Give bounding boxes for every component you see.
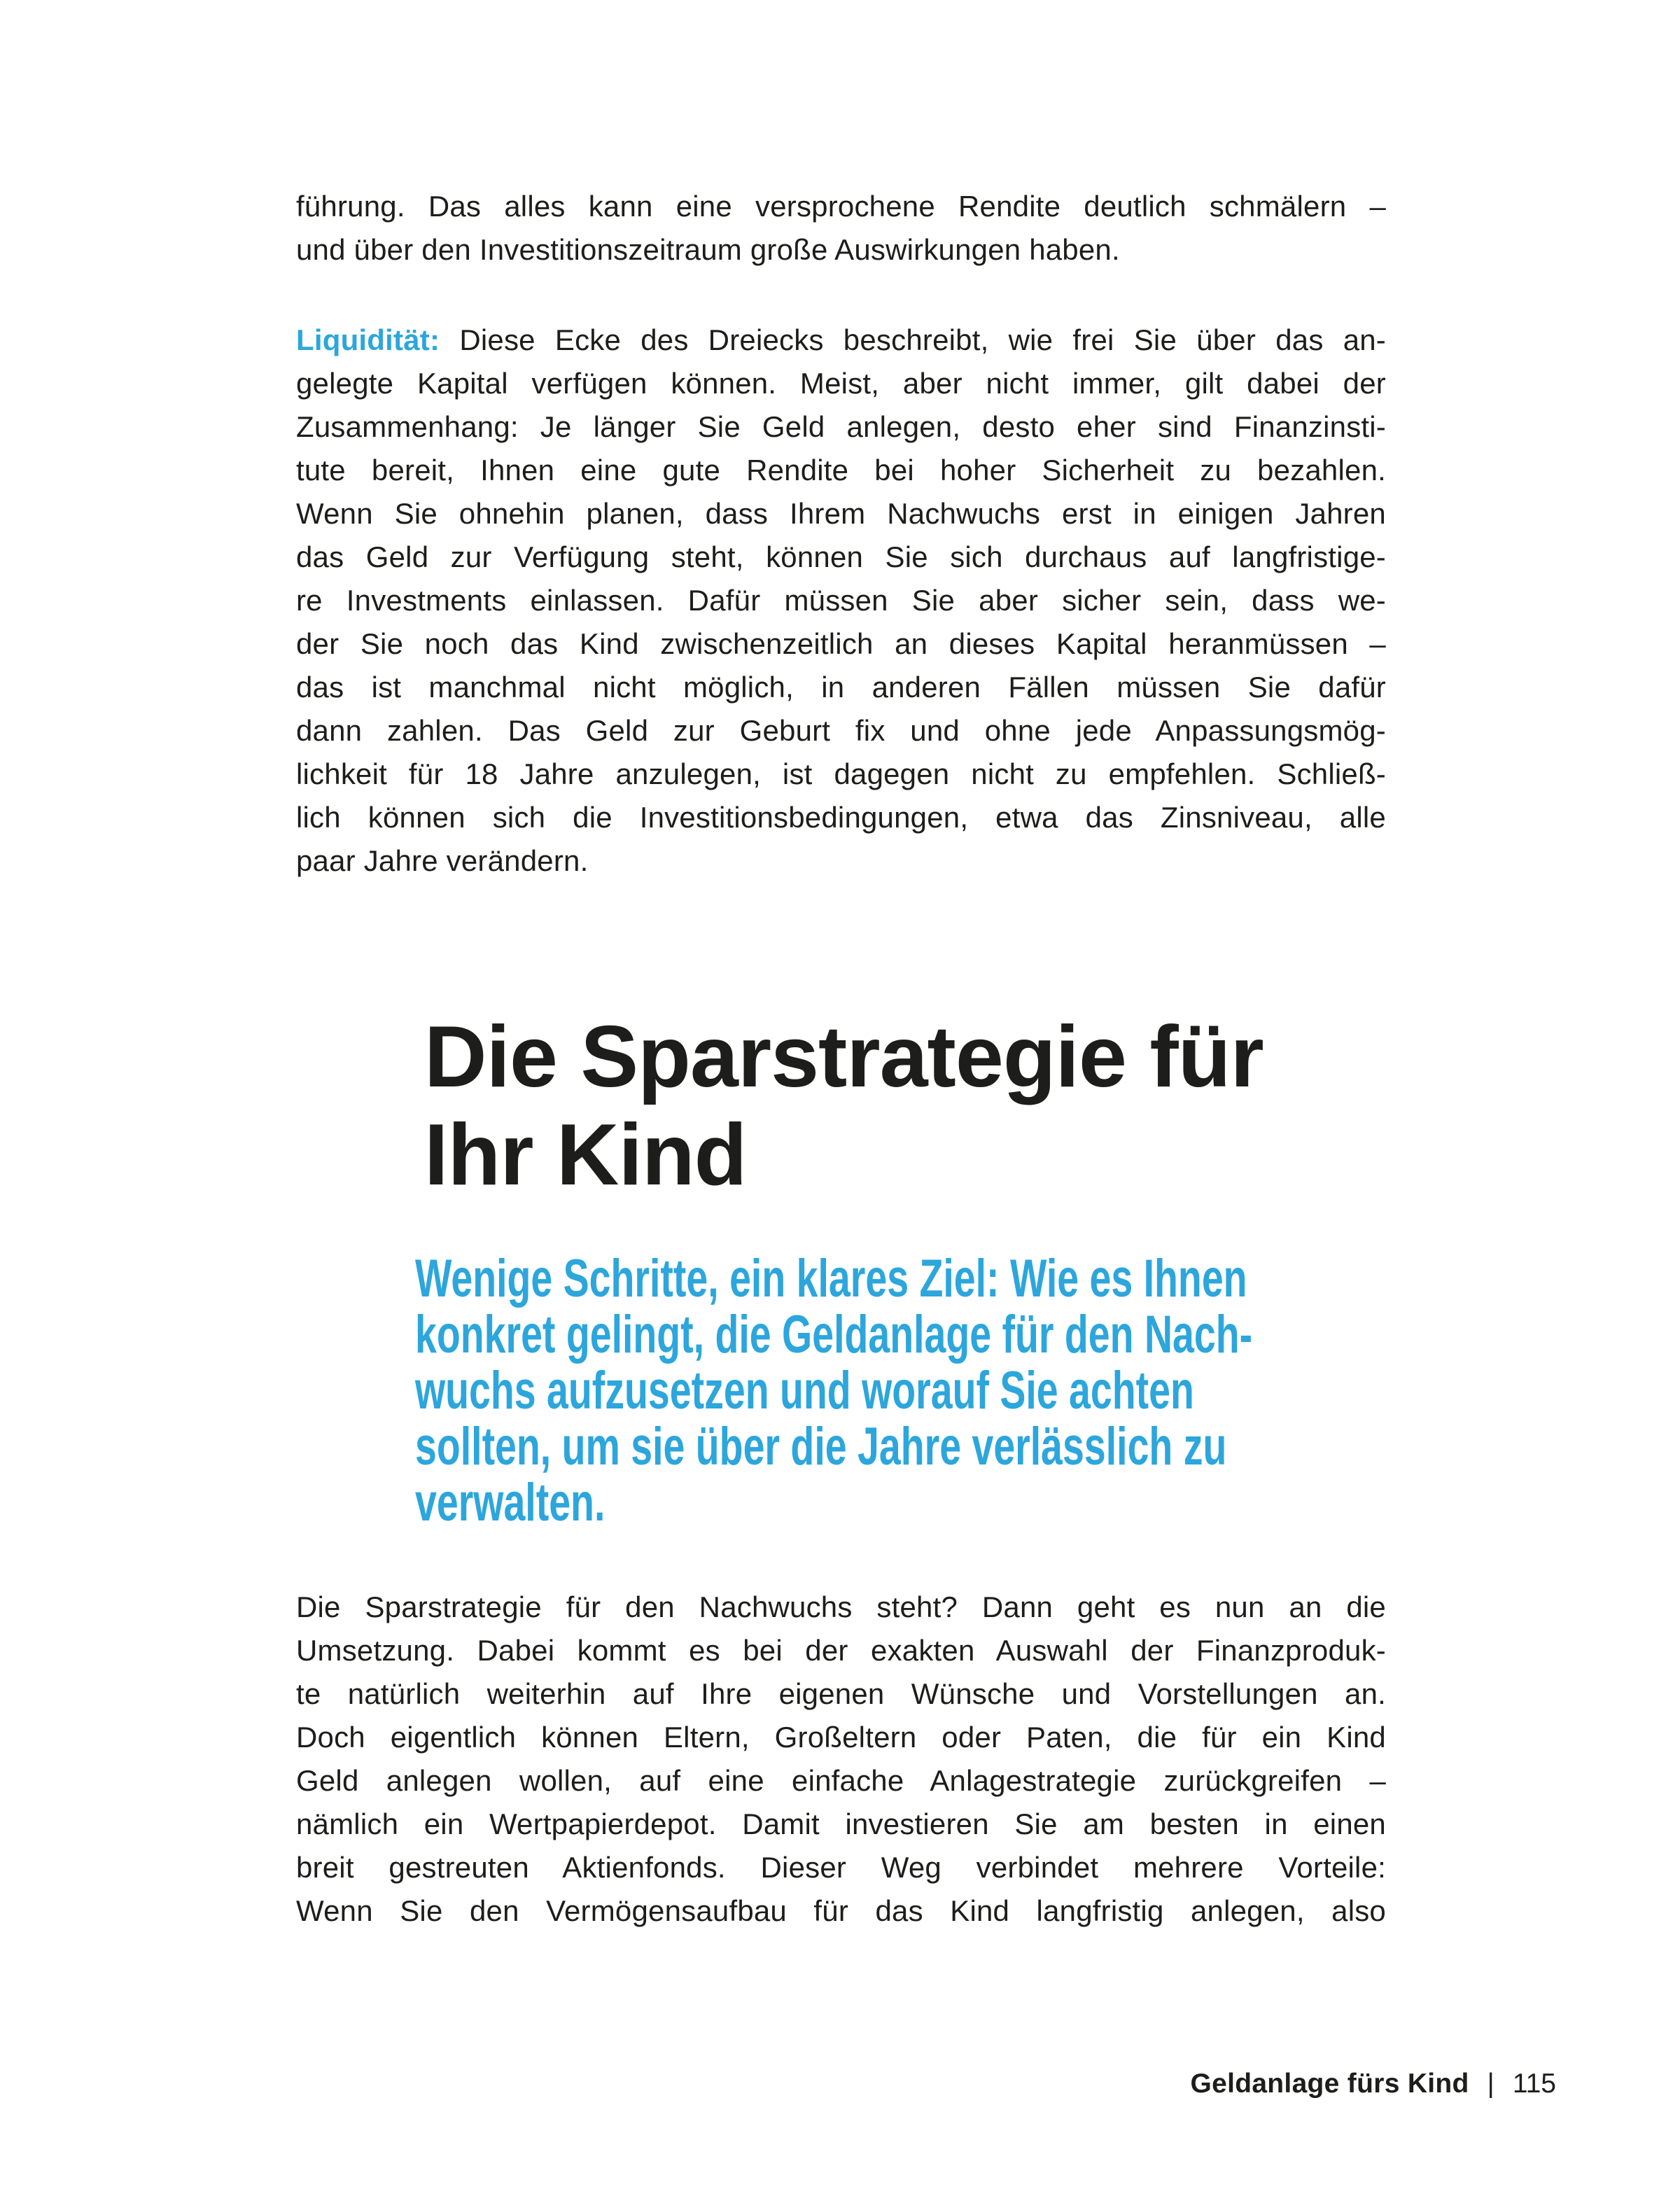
text-line: te natürlich weiterhin auf Ihre eigenen Wünsche und Vorstellungen an. xyxy=(296,1677,1386,1710)
text-line: lich können sich die Investitionsbedingungen, etwa das Zinsniveau, alle xyxy=(296,801,1386,834)
text-line: Doch eigentlich können Eltern, Großeltern oder Paten, die für ein Kind xyxy=(296,1721,1386,1754)
text-line: lichkeit für 18 Jahre anzulegen, ist dagegen nicht zu empfehlen. Schließ- xyxy=(296,757,1386,790)
text-line: Umsetzung. Dabei kommt es bei der exakten Auswahl der Finanzproduk- xyxy=(296,1634,1386,1667)
text-line: sollten, um sie über die Jahre verlässlich zu xyxy=(415,1417,1227,1476)
text-line: paar Jahre verändern. xyxy=(296,844,589,877)
text-line: der Sie noch das Kind zwischenzeitlich an dieses Kapital heranmüssen – xyxy=(296,627,1386,660)
text-line: gelegte Kapital verfügen können. Meist, aber nicht immer, gilt dabei der xyxy=(296,367,1386,400)
text-line: breit gestreuten Aktienfonds. Dieser Weg verbindet mehrere Vorteile: xyxy=(296,1851,1386,1884)
strategy-paragraph xyxy=(296,1586,1386,1933)
text-line: Liquidität: Diese Ecke des Dreiecks beschreibt, wie frei Sie über das an- xyxy=(296,323,1386,356)
chapter-title xyxy=(424,1008,1264,1204)
text-line: Wenige Schritte, ein klares Ziel: Wie es Ihnen xyxy=(415,1249,1247,1308)
text-line: nämlich ein Wertpapierdepot. Damit investieren Sie am besten in einen xyxy=(296,1807,1386,1840)
keyword-label: Liquidität: xyxy=(296,323,440,356)
text-line: verwalten. xyxy=(415,1473,606,1532)
footer-separator: | xyxy=(1487,2069,1494,2099)
text-line: Geld anlegen wollen, auf eine einfache Anlagestrategie zurückgreifen – xyxy=(296,1764,1386,1797)
text-line: und über den Investitionszeitraum große Auswirkungen haben. xyxy=(296,233,1120,266)
text-line: Wenn Sie ohnehin planen, dass Ihrem Nachwuchs erst in einigen Jahren xyxy=(296,497,1386,530)
text-line: tute bereit, Ihnen eine gute Rendite bei hoher Sicherheit zu bezahlen. xyxy=(296,454,1386,487)
text-line: Wenn Sie den Vermögensaufbau für das Kind langfristig anlegen, also xyxy=(296,1894,1386,1927)
text-line: Die Sparstrategie für den Nachwuchs steht? Dann geht es nun an die xyxy=(296,1590,1386,1623)
text-line: Ihr Kind xyxy=(424,1107,747,1203)
page-footer xyxy=(1190,2069,1556,2099)
text-line: Die Sparstrategie für xyxy=(424,1009,1264,1105)
chapter-intro xyxy=(415,1251,1417,1531)
text-line: das ist manchmal nicht möglich, in anderen Fällen müssen Sie dafür xyxy=(296,671,1386,704)
running-header-section: Geldanlage fürs Kind xyxy=(1190,2069,1469,2099)
text-line: Zusammenhang: Je länger Sie Geld anlegen, desto eher sind Finanzinsti- xyxy=(296,410,1386,443)
text-line: das Geld zur Verfügung steht, können Sie sich durchaus auf langfristige- xyxy=(296,540,1386,573)
text-line: konkret gelingt, die Geldanlage für den Nach- xyxy=(415,1305,1253,1364)
text-line: dann zahlen. Das Geld zur Geburt fix und ohne jede Anpassungsmög- xyxy=(296,714,1386,747)
liquidity-paragraph xyxy=(296,319,1386,883)
continued-paragraph xyxy=(296,185,1386,272)
text-line: re Investments einlassen. Dafür müssen Sie aber sicher sein, dass we- xyxy=(296,584,1386,617)
page-number: 115 xyxy=(1512,2069,1556,2099)
text-line: führung. Das alles kann eine versprochene Rendite deutlich schmälern – xyxy=(296,190,1386,223)
text-line: wuchs aufzusetzen und worauf Sie achten xyxy=(415,1361,1194,1420)
